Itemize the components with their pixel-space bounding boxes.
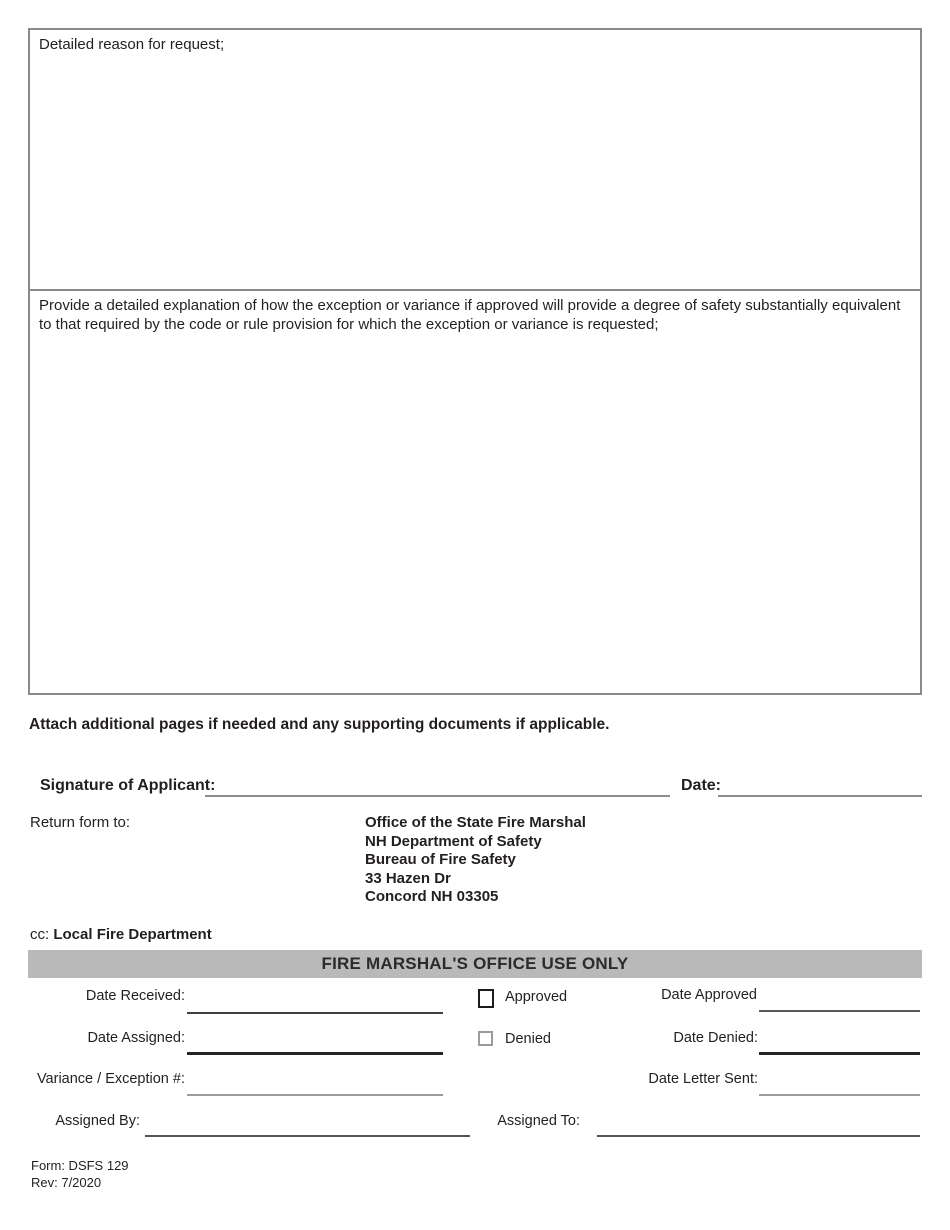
date-denied-label: Date Denied:: [673, 1030, 758, 1046]
detailed-reason-label: Detailed reason for request;: [39, 36, 225, 53]
date-letter-sent-input-line[interactable]: [759, 1094, 920, 1096]
denied-label: Denied: [505, 1031, 551, 1047]
signature-of-applicant-label: Signature of Applicant:: [40, 777, 216, 794]
date-assigned-label: Date Assigned:: [87, 1030, 185, 1046]
explanation-textarea[interactable]: [28, 289, 922, 695]
assigned-by-label: Assigned By:: [55, 1113, 140, 1129]
cc-value: Local Fire Department: [53, 926, 212, 943]
variance-exception-input-line[interactable]: [187, 1094, 443, 1096]
date-approved-label: Date Approved: [661, 987, 757, 1003]
variance-exception-label: Variance / Exception #:: [36, 1071, 185, 1087]
signature-input-line[interactable]: [205, 795, 670, 797]
date-assigned-input-line[interactable]: [187, 1052, 443, 1055]
assigned-to-input-line[interactable]: [597, 1135, 920, 1137]
date-denied-input-line[interactable]: [759, 1052, 920, 1055]
denied-checkbox[interactable]: [478, 1031, 493, 1046]
date-received-input-line[interactable]: [187, 1012, 443, 1014]
address-line: NH Department of Safety: [365, 832, 542, 850]
date-letter-sent-label: Date Letter Sent:: [648, 1071, 758, 1087]
address-line: Concord NH 03305: [365, 888, 499, 906]
date-received-label: Date Received:: [85, 988, 185, 1004]
cc-prefix: cc:: [30, 926, 50, 943]
return-address-block: [365, 814, 586, 907]
explanation-label: Provide a detailed explanation of how the exception or variance if approved will provide a degree of safety substantially equivalent to that required by the code or rule provision for which the exception or variance is requested;: [39, 297, 901, 333]
approved-checkbox[interactable]: [478, 989, 494, 1008]
address-line: Office of the State Fire Marshal: [365, 814, 586, 831]
detailed-reason-textarea[interactable]: [28, 28, 922, 291]
assigned-by-input-line[interactable]: [145, 1135, 470, 1137]
date-approved-input-line[interactable]: [759, 1010, 920, 1012]
office-use-only-banner: FIRE MARSHAL'S OFFICE USE ONLY: [28, 950, 922, 978]
form-revision: Rev: 7/2020: [31, 1175, 102, 1190]
assigned-to-label: Assigned To:: [497, 1113, 580, 1129]
address-line: 33 Hazen Dr: [365, 869, 451, 887]
address-line: Bureau of Fire Safety: [365, 851, 516, 869]
signature-date-label: Date:: [681, 777, 722, 794]
cc-line: [30, 926, 212, 943]
return-form-to-label: Return form to:: [30, 814, 131, 831]
form-number: Form: DSFS 129: [31, 1158, 129, 1173]
signature-date-input-line[interactable]: [718, 795, 922, 797]
attach-note: Attach additional pages if needed and any supporting documents if applicable.: [29, 716, 610, 733]
form-footer: [31, 1157, 129, 1191]
approved-label: Approved: [505, 989, 568, 1005]
